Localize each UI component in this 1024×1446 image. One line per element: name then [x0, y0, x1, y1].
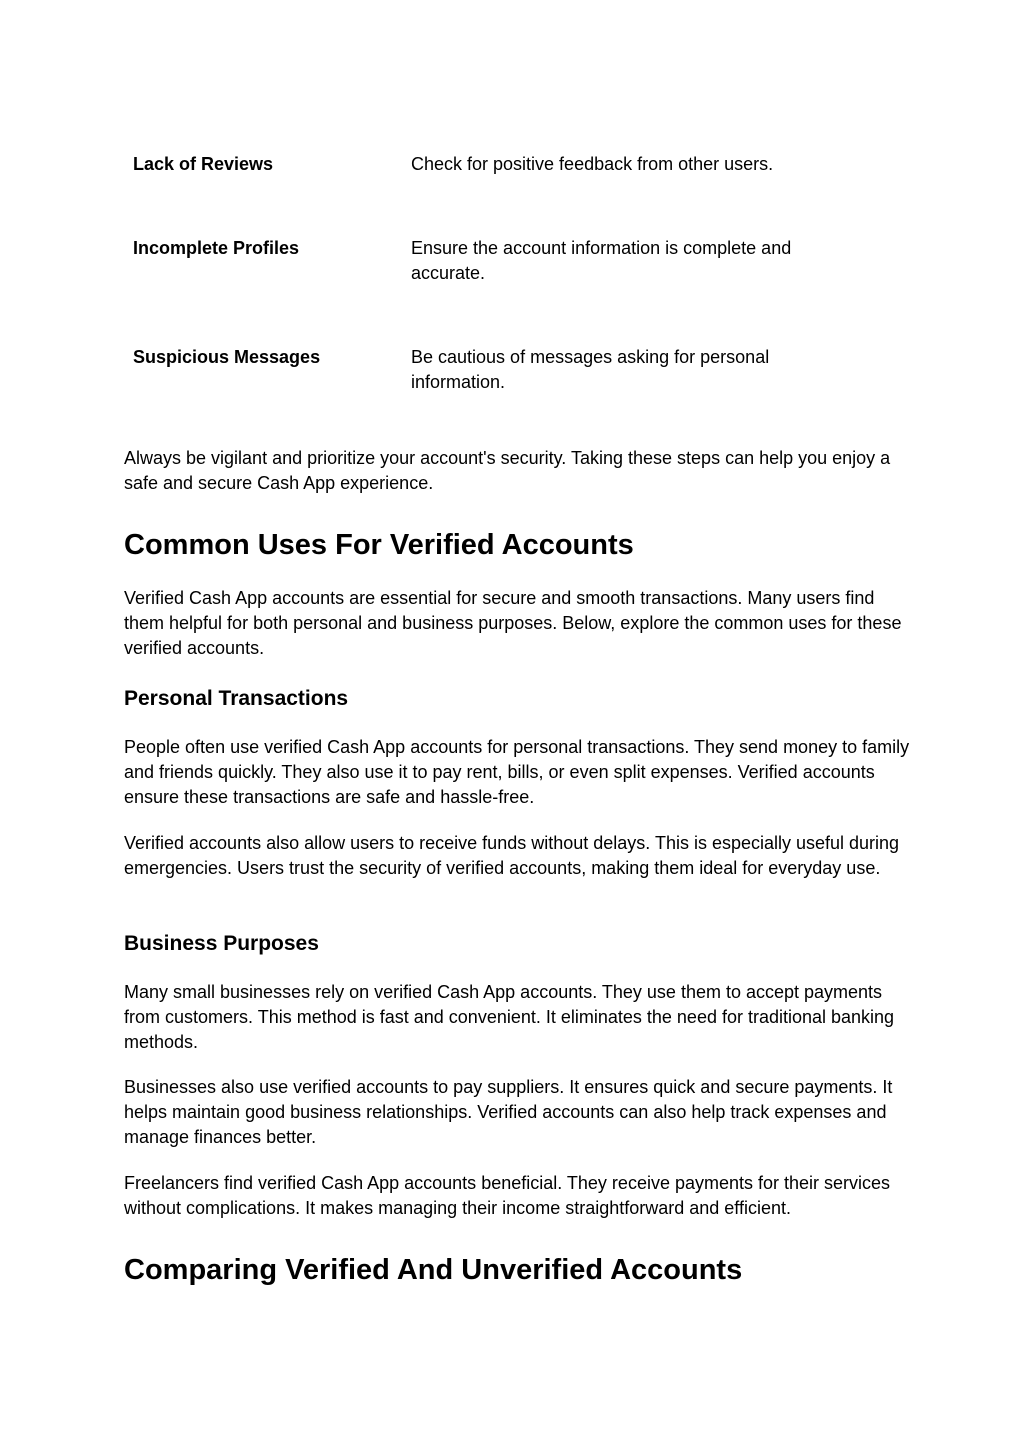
business-paragraph: Many small businesses rely on verified Cash App accounts. They use them to accept payments from customers. This method is fast and convenient. It eliminates the need for traditional banking methods. [124, 982, 895, 1052]
personal-paragraph: People often use verified Cash App accounts for personal transactions. They send money to family and friends quickly. They also use it to pay rent, bills, or even split expenses. Verified accounts ensure these transactions are safe and hassle-free. [124, 737, 910, 807]
subheading-business-purposes: Business Purposes [124, 932, 319, 955]
business-paragraph: Businesses also use verified accounts to pay suppliers. It ensures quick and secure payments. It helps maintain good business relationships. Verified accounts can also help track expenses and manage finances better. [124, 1077, 893, 1147]
table-cell-tip: Be cautious of messages asking for personal information. [411, 347, 770, 392]
table-cell-issue: Lack of Reviews [133, 154, 274, 174]
personal-paragraph: Verified accounts also allow users to receive funds without delays. This is especially useful during emergencies. Users trust the security of verified accounts, making them ideal for everyday use. [124, 833, 900, 878]
security-note-paragraph: Always be vigilant and prioritize your account's security. Taking these steps can help you enjoy a safe and secure Cash App experience. [124, 448, 891, 493]
section-heading-common-uses: Common Uses For Verified Accounts [124, 529, 634, 561]
subheading-personal-transactions: Personal Transactions [124, 687, 349, 710]
section-heading-comparing: Comparing Verified And Unverified Accounts [124, 1254, 743, 1286]
table-cell-issue: Suspicious Messages [133, 347, 321, 367]
common-uses-intro-paragraph: Verified Cash App accounts are essential for secure and smooth transactions. Many users find them helpful for both personal and business purposes. Below, explore the common uses for these verified accounts. [124, 588, 902, 658]
table-cell-issue: Incomplete Profiles [133, 238, 300, 258]
table-cell-tip: Ensure the account information is complete and accurate. [411, 238, 792, 283]
table-cell-tip: Check for positive feedback from other users. [411, 154, 774, 174]
business-paragraph: Freelancers find verified Cash App accounts beneficial. They receive payments for their services without complications. It makes managing their income straightforward and efficient. [124, 1173, 891, 1218]
